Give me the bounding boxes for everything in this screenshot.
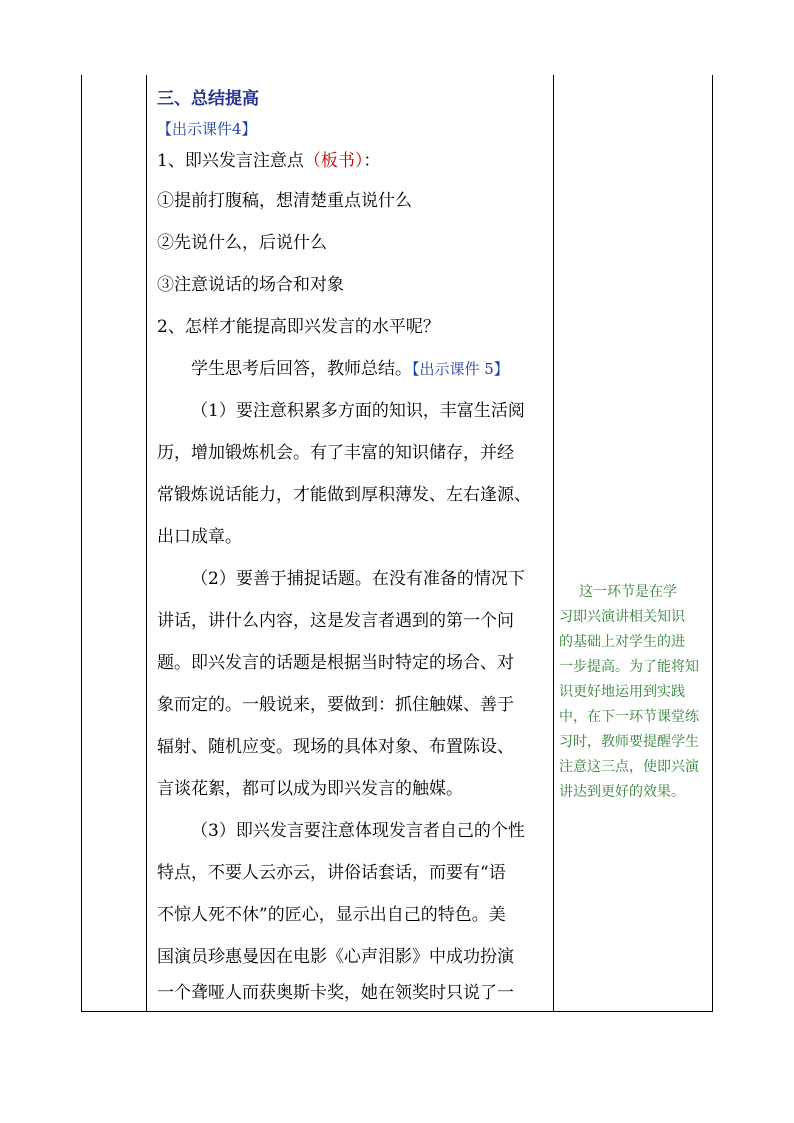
- column-divider-1: [146, 75, 147, 1012]
- note-line: 这一环节是在学: [579, 584, 677, 600]
- point-1-colon: ：: [363, 151, 381, 171]
- board-note: （板书）: [303, 151, 364, 171]
- paragraph-line: （1）要注意积累多方面的知识，丰富生活阅: [191, 401, 525, 421]
- paragraph-line: 讲话，讲什么内容，这是发言者遇到的第一个问: [157, 611, 514, 631]
- paragraph-line: 国演员珍惠曼因在电影《心声泪影》中成功扮演: [157, 947, 514, 967]
- note-line: 习时，教师要提醒学生: [559, 734, 699, 750]
- note-line: 的基础上对学生的进: [559, 634, 685, 650]
- item-2: ②先说什么，后说什么: [157, 233, 327, 253]
- answer-intro: [191, 359, 509, 379]
- courseware-tag-5: 【出示课件 5】: [412, 360, 509, 378]
- point-1: [157, 151, 380, 171]
- paragraph-line: 言谈花絮，都可以成为即兴发言的触媒。: [157, 779, 463, 799]
- teaching-note-column: [559, 575, 711, 815]
- note-line: 识更好地运用到实践: [559, 684, 685, 700]
- note-line: 一步提高。为了能将知: [559, 659, 699, 675]
- note-line: 习即兴演讲相关知识: [559, 609, 685, 625]
- paragraph-line: 特点，不要人云亦云，讲俗话套话，而要有“语: [157, 863, 506, 883]
- paragraph-line: 常锻炼说话能力，才能做到厚积薄发、左右逢源、: [157, 485, 531, 505]
- point-1-text: 1、即兴发言注意点: [157, 151, 304, 171]
- table-border-right: [712, 75, 713, 1012]
- paragraph-line: 辐射、随机应变。现场的具体对象、布置陈设、: [157, 737, 514, 757]
- paragraph-line: 题。即兴发言的话题是根据当时特定的场合、对: [157, 653, 514, 673]
- paragraph-line: 不惊人死不休”的匠心，显示出自己的特色。美: [157, 905, 506, 925]
- section-title: 三、总结提高: [157, 89, 259, 109]
- answer-intro-text: 学生思考后回答，教师总结。: [191, 359, 412, 379]
- paragraph-line: 一个聋哑人而获奥斯卡奖，她在领奖时只说了一: [157, 983, 514, 1003]
- note-line: 中，在下一环节课堂练: [559, 709, 699, 725]
- item-1: ①提前打腹稿，想清楚重点说什么: [157, 191, 412, 211]
- paragraph-line: （3）即兴发言要注意体现发言者自己的个性: [191, 821, 525, 841]
- note-line: 讲达到更好的效果。: [559, 784, 685, 800]
- paragraph-line: （2）要善于捕捉话题。在没有准备的情况下: [191, 569, 525, 589]
- table-border-bottom: [81, 1011, 713, 1012]
- main-content-column: [157, 83, 555, 1003]
- lesson-table: [81, 75, 713, 1012]
- paragraph-line: 象而定的。一般说来，要做到：抓住触媒、善于: [157, 695, 514, 715]
- paragraph-line: 历，增加锻炼机会。有了丰富的知识储存，并经: [157, 443, 514, 463]
- paragraph-line: 出口成章。: [157, 527, 242, 547]
- point-2: 2、怎样才能提高即兴发言的水平呢？: [157, 317, 440, 337]
- courseware-tag-4: 【出示课件4】: [157, 120, 257, 138]
- note-line: 注意这三点，使即兴演: [559, 759, 699, 775]
- table-border-left: [81, 75, 82, 1012]
- item-3: ③注意说话的场合和对象: [157, 275, 344, 295]
